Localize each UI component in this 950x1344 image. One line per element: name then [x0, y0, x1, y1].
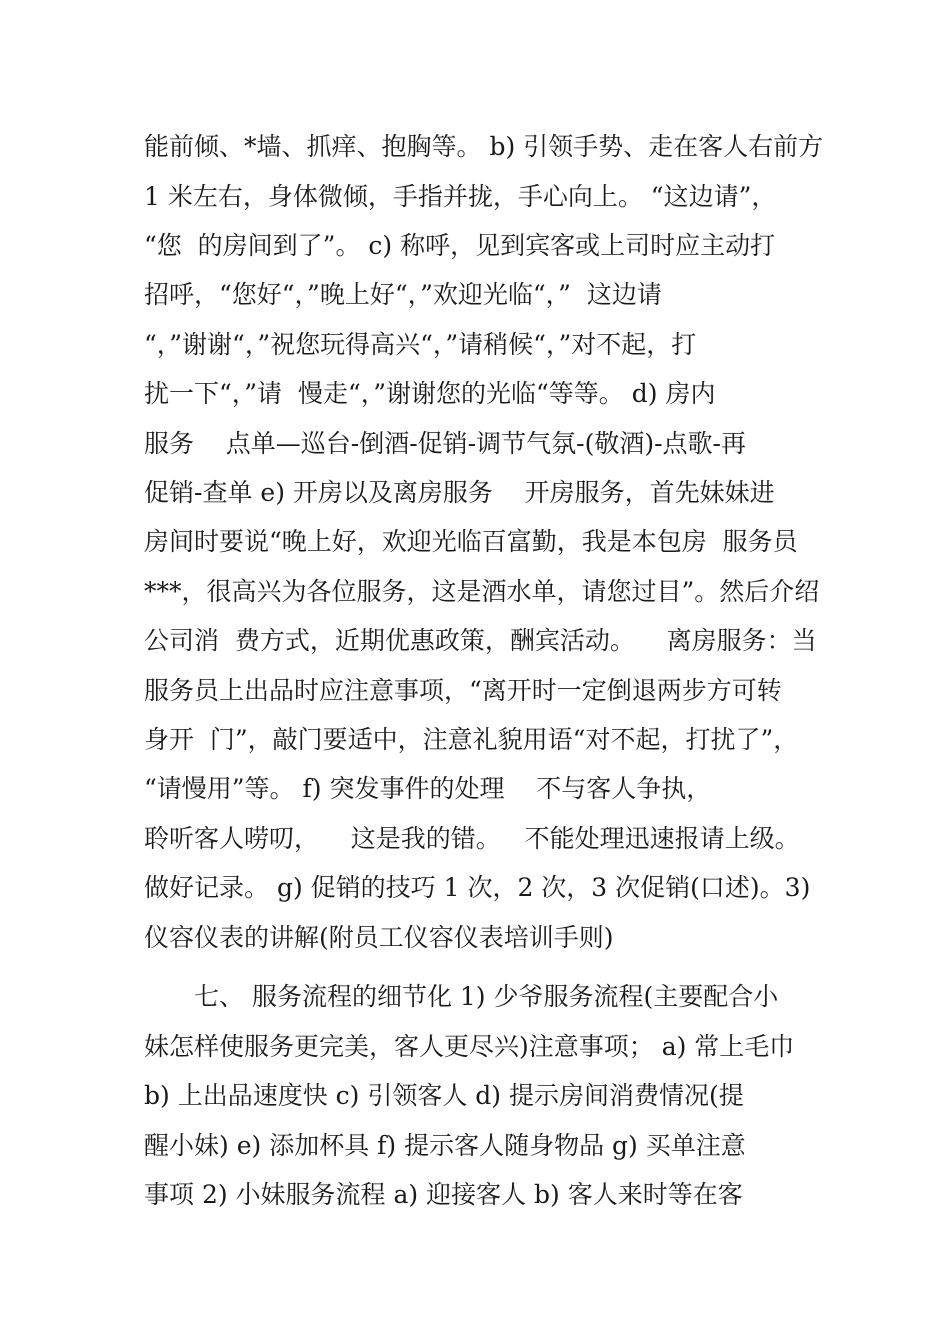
text-line: 能前倾、*墙、抓痒、抱胸等。 b) 引领手势、走在客人右前方: [144, 132, 824, 161]
text-line: 醒小妹) e) 添加杯具 f) 提示客人随身物品 g) 买单注意: [144, 1131, 746, 1160]
text-line: 聆听客人唠叨， 这是我的错。 不能处理迅速报请上级。: [144, 824, 800, 853]
text-line: 促销-查单 e) 开房以及离房服务 开房服务，首先妹妹进: [144, 478, 775, 507]
section-heading-line: 七、 服务流程的细节化 1) 少爷服务流程(主要配合小: [194, 982, 779, 1011]
text-line: “，”谢谢“，”祝您玩得高兴“，”请稍候“，”对不起，打: [144, 330, 697, 359]
text-line: 身开 门”，敲门要适中，注意礼貌用语“对不起，打扰了”，: [144, 725, 799, 754]
text-line: 扰一下“，”请 慢走“，”谢谢您的光临“等等。 d) 房内: [144, 379, 716, 408]
text-line: “请慢用”等。 f) 突发事件的处理 不与客人争执，: [144, 774, 712, 803]
text-line: 仪容仪表的讲解(附员工仪容仪表培训手则): [144, 923, 614, 952]
text-line: 公司消 费方式，近期优惠政策，酬宾活动。 离房服务：当: [144, 626, 817, 655]
text-line: ***，很高兴为各位服务，这是酒水单，请您过目”。然后介绍: [144, 577, 820, 606]
text-line: 妹怎样使服务更完美，客人更尽兴)注意事项； a) 常上毛巾: [144, 1032, 795, 1061]
text-line: “您 的房间到了”。 c) 称呼，见到宾客或上司时应主动打: [144, 231, 776, 260]
text-line: b) 上出品速度快 c) 引领客人 d) 提示房间消费情况(提: [144, 1081, 744, 1110]
text-line: 招呼，“您好“，”晚上好“，”欢迎光临“，” 这边请: [144, 280, 662, 309]
text-line: 服务员上出品时应注意事项，“离开时一定倒退两步方可转: [144, 676, 782, 705]
text-line: 做好记录。 g) 促销的技巧 1 次，2 次，3 次促销(口述)。3): [144, 873, 811, 902]
text-line: 事项 2) 小妹服务流程 a) 迎接客人 b) 客人来时等在客: [144, 1180, 743, 1209]
text-line: 房间时要说“晚上好，欢迎光临百富勤，我是本包房 服务员: [144, 527, 798, 556]
text-line: 服务 点单—巡台-倒酒-促销-调节气氛-(敬酒)-点歌-再: [144, 429, 746, 458]
text-line: 1 米左右，身体微倾，手指并拢，手心向上。 “这边请”，: [144, 182, 777, 211]
